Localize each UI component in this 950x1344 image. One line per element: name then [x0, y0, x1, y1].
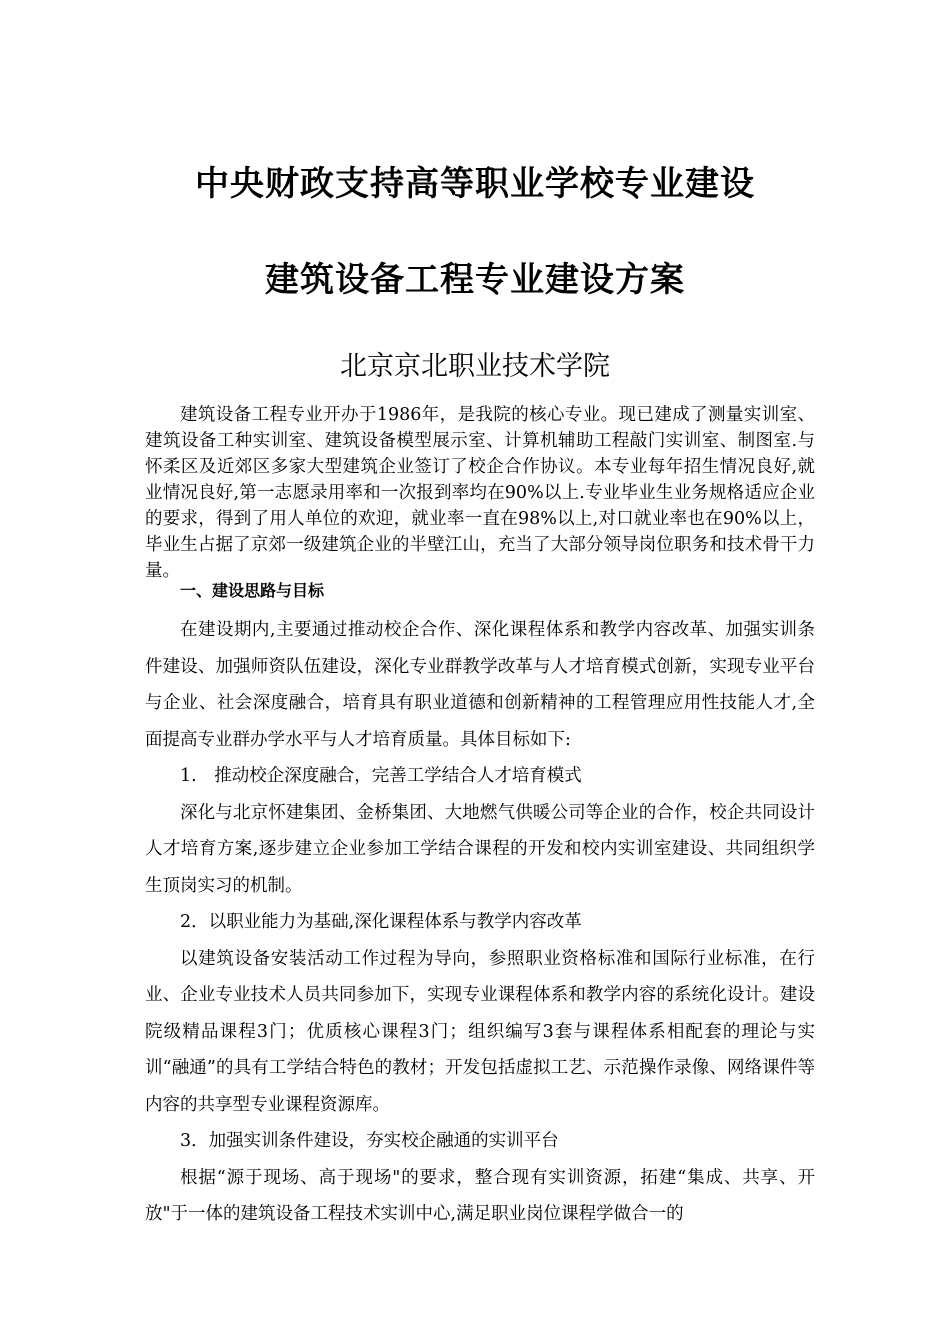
- main-section: [145, 612, 815, 1233]
- document-title-line-1: 中央财政支持高等职业学校专业建设: [195, 164, 755, 204]
- item-1-paragraph: 深化与北京怀建集团、金桥集团、大地燃气供暖公司等企业的合作，校企共同设计人才培育方案,逐步建立企业参加工学结合课程的开发和校内实训室建设、共同组织学生顶岗实习的机制。: [145, 802, 815, 896]
- section-1-paragraph: 在建设期内,主要通过推动校企合作、深化课程体系和教学内容改革、加强实训条件建设、加强师资队伍建设，深化专业群教学改革与人才培育模式创新，实现专业平台与企业、社会深度融合，培育具有职业道德和创新精神的工程管理应用性技能人才,全面提高专业群办学水平与人才培育质量。具体目标如下:: [145, 620, 815, 750]
- institution-name: 北京京北职业技术学院: [340, 351, 610, 382]
- item-3-paragraph: 根据“源于现场、高于现场"的要求，整合现有实训资源，拓建“集成、共享、开放"于一体的建筑设备工程技术实训中心,满足职业岗位课程学做合一的: [145, 1167, 815, 1224]
- intro-section: [145, 402, 815, 584]
- item-1-heading: 1. 推动校企深度融合，完善工学结合人才培育模式: [180, 766, 582, 786]
- document-title-line-2: 建筑设备工程专业建设方案: [265, 260, 685, 300]
- section-1-heading: 一、建设思路与目标: [180, 581, 325, 600]
- item-3-heading: 3．加强实训条件建设，夯实校企融通的实训平台: [180, 1131, 559, 1151]
- item-2-paragraph: 以建筑设备安装活动工作过程为导向，参照职业资格标准和国际行业标准，在行业、企业专业技术人员共同参加下，实现专业课程体系和教学内容的系统化设计。建设院级精品课程3门；优质核心课程3门；组织编写3套与课程体系相配套的理论与实训“融通”的具有工学结合特色的教材；开发包括虚拟工艺、示范操作录像、网络课件等内容的共享型专业课程资源库。: [145, 948, 815, 1115]
- item-2-heading: 2．以职业能力为基础,深化课程体系与教学内容改革: [180, 912, 582, 932]
- intro-paragraph: 建筑设备工程专业开办于1986年，是我院的核心专业。现已建成了测量实训室、建筑设备工种实训室、建筑设备模型展示室、计算机辅助工程敲门实训室、制图室.与怀柔区及近郊区多家大型建筑企业签订了校企合作协议。本专业每年招生情况良好,就业情况良好,第一志愿录用率和一次报到率均在90%以上.专业毕业生业务规格适应企业的要求，得到了用人单位的欢迎，就业率一直在98%以上,对口就业率也在90%以上，毕业生占据了京郊一级建筑企业的半壁江山，充当了大部分领导岗位职务和技术骨干力量。: [145, 405, 815, 581]
